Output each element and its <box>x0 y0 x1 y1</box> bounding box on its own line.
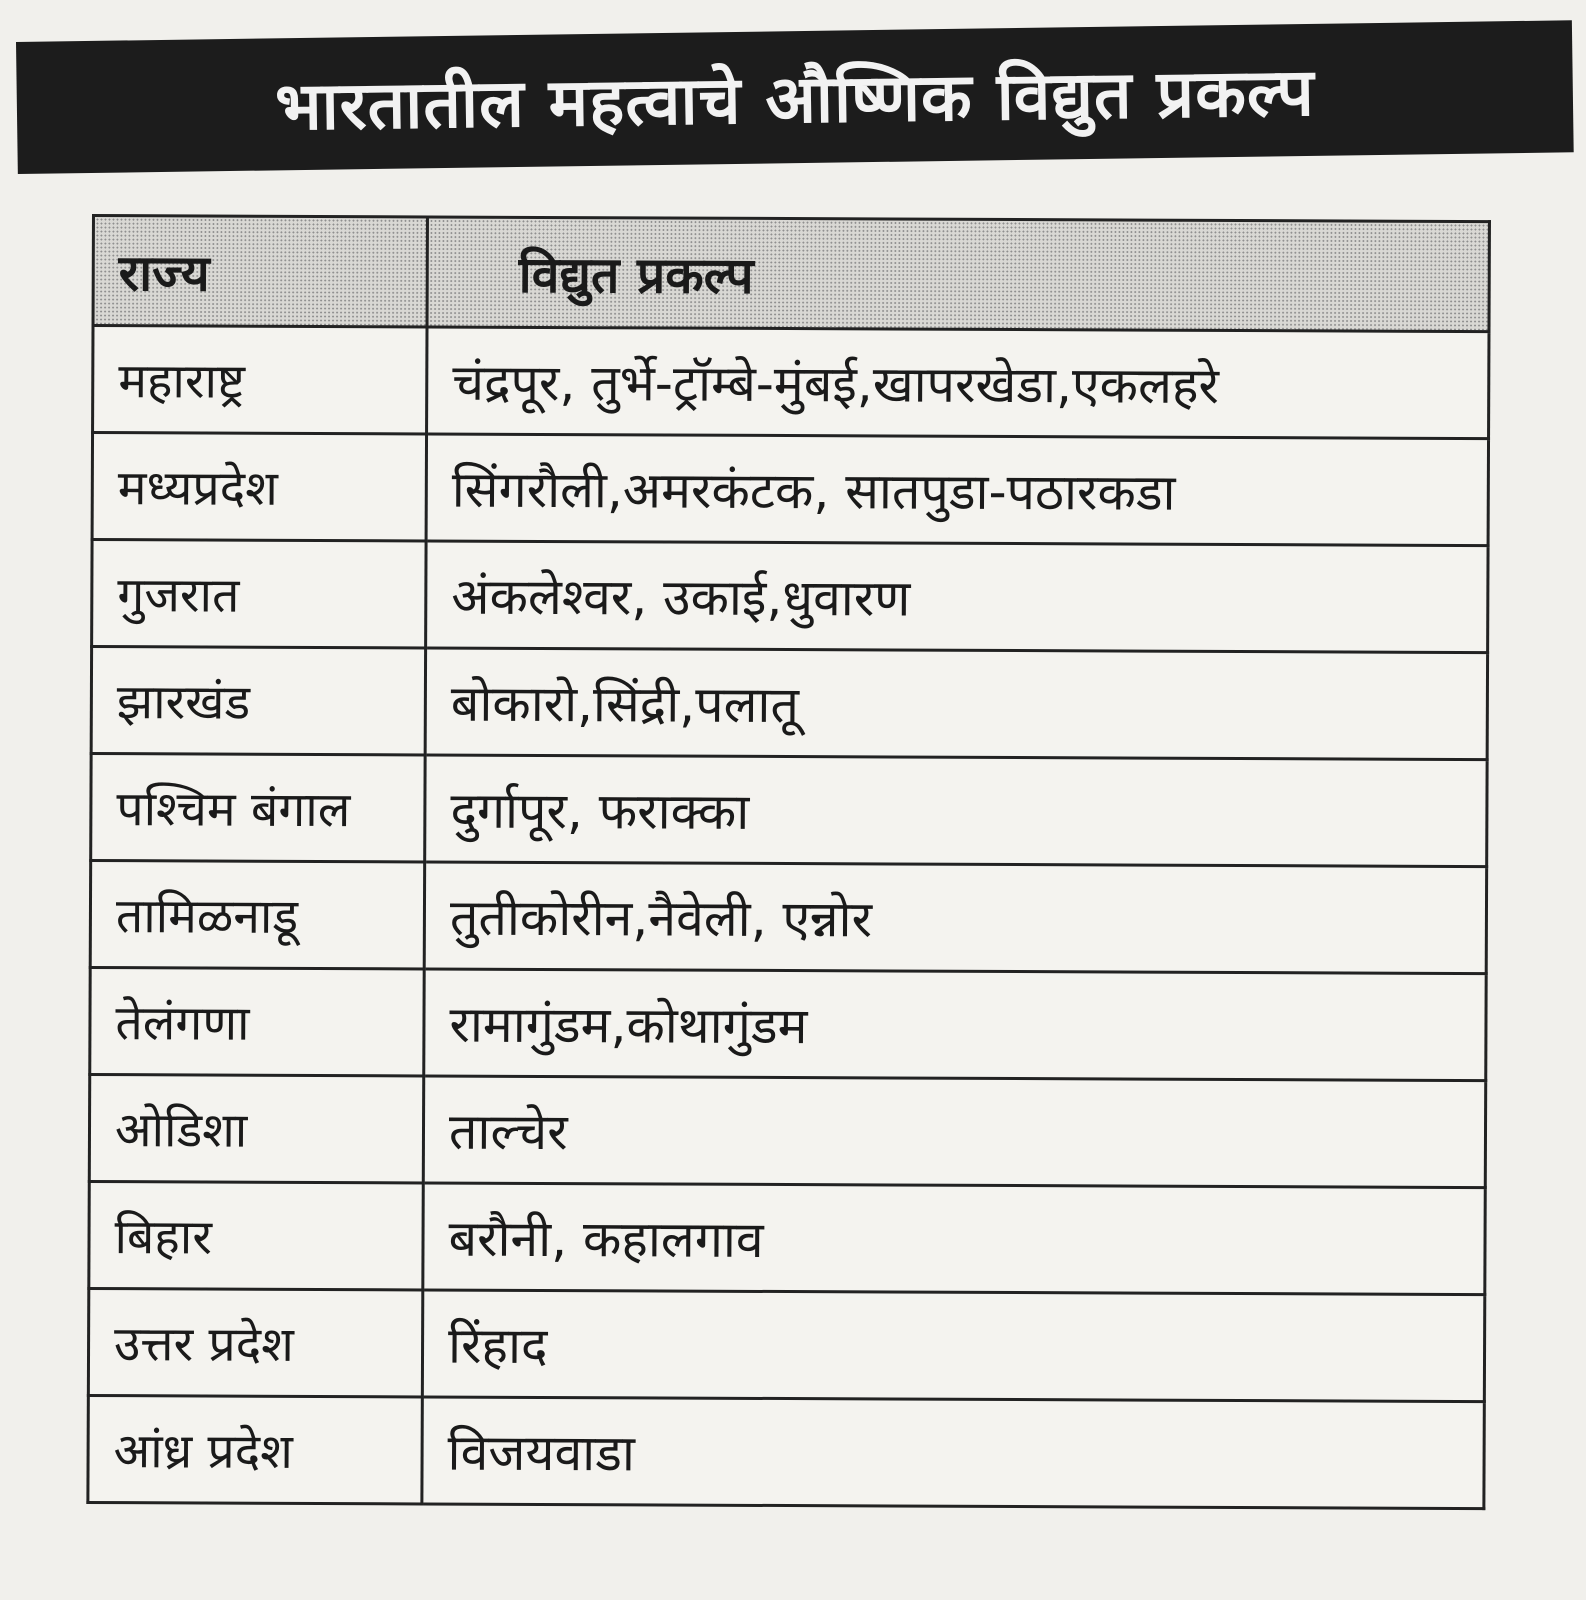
plants-cell: सिंगरौली,अमरकंटक, सातपुडा-पठारकडा <box>426 434 1488 546</box>
state-cell: उत्तर प्रदेश <box>88 1288 422 1396</box>
table-header-row <box>93 216 1489 332</box>
plants-cell: दुर्गापूर, फराक्का <box>425 755 1487 867</box>
plants-cell: ताल्चेर <box>423 1076 1485 1188</box>
table-row <box>93 326 1489 439</box>
plants-cell: तुतीकोरीन,नैवेली, एन्नोर <box>424 862 1486 974</box>
plants-cell: अंकलेश्वर, उकाई,धुवारण <box>426 541 1488 653</box>
plants-cell: बोकारो,सिंद्री,पलातू <box>425 648 1487 760</box>
header-state: राज्य <box>93 216 427 327</box>
state-cell: महाराष्ट्र <box>93 326 427 434</box>
table-row <box>88 1395 1484 1508</box>
state-cell: ओडिशा <box>89 1074 423 1182</box>
table-row <box>91 754 1487 867</box>
title-banner <box>16 20 1574 174</box>
table-row <box>90 967 1486 1080</box>
table-row <box>91 647 1487 760</box>
table-row <box>89 1074 1485 1187</box>
plants-cell: रिंहाद <box>422 1290 1484 1402</box>
table-row <box>88 1288 1484 1401</box>
state-cell: आंध्र प्रदेश <box>88 1395 422 1503</box>
plants-cell: चंद्रपूर, तुर्भे-ट्रॉम्बे-मुंबई,खापरखेडा,एकलहरे <box>427 327 1489 439</box>
plants-cell: बरौनी, कहालगाव <box>423 1183 1485 1295</box>
table-row <box>92 540 1488 653</box>
power-plants-table-wrapper <box>86 214 1488 1510</box>
plants-cell: विजयवाडा <box>422 1397 1484 1509</box>
table-row <box>92 433 1488 546</box>
state-cell: तामिळनाडू <box>90 861 424 969</box>
state-cell: बिहार <box>89 1181 423 1289</box>
header-power-plants: विद्युत प्रकल्प <box>427 217 1489 332</box>
plants-cell: रामागुंडम,कोथागुंडम <box>424 969 1486 1081</box>
state-cell: तेलंगणा <box>90 967 424 1075</box>
state-cell: झारखंड <box>91 647 425 755</box>
page-title: भारतातील महत्वाचे औष्णिक विद्युत प्रकल्प <box>274 53 1316 146</box>
power-plants-table <box>86 214 1491 1510</box>
state-cell: पश्चिम बंगाल <box>91 754 425 862</box>
table-row <box>90 861 1486 974</box>
state-cell: गुजरात <box>92 540 426 648</box>
state-cell: मध्यप्रदेश <box>92 433 426 541</box>
table-row <box>89 1181 1485 1294</box>
